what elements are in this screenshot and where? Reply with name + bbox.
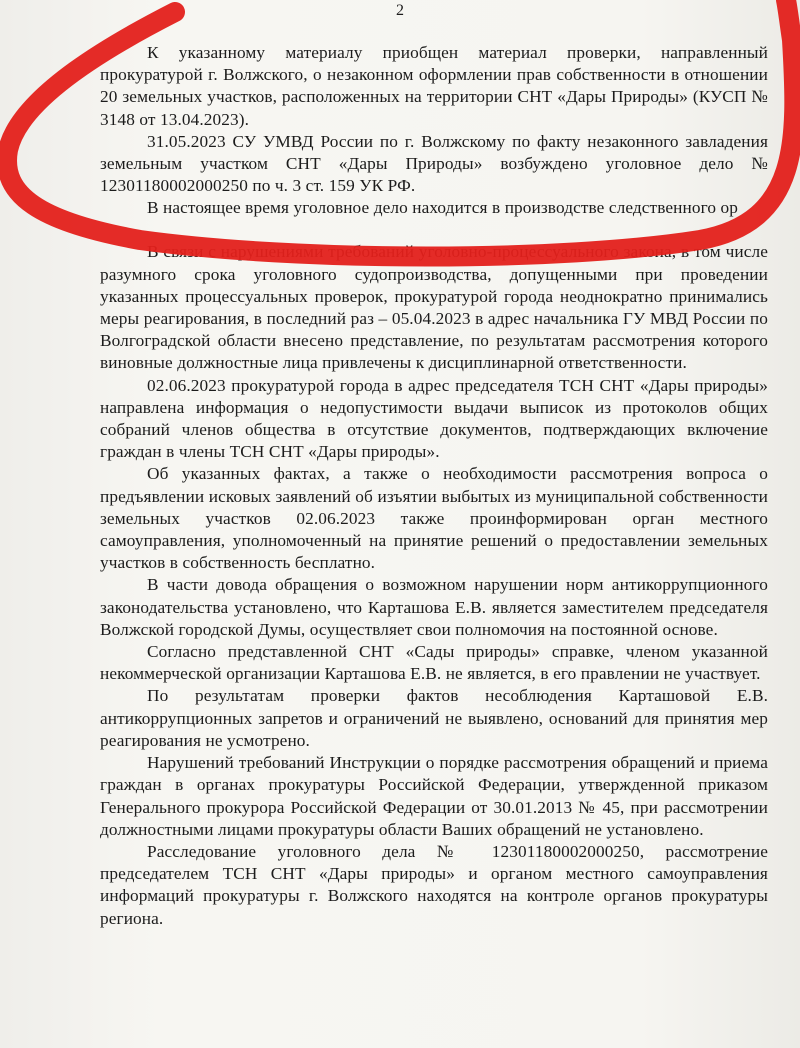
paragraph-no-violations-found: По результатам проверки фактов несоблюдения Карташовой Е.В. антикоррупционных запретов и ограничений не выявлено, оснований для принятия мер реагирования не усмотрено. — [100, 686, 768, 750]
paragraph-kusp-material: К указанному материалу приобщен материал проверки, направленный прокуратурой г. Волжского, о незаконном оформлении прав собственности в отношении 20 земельных участков, расположенных на территории СНТ «Дары Природы» (КУСП № 3148 от 13.04.2023). — [100, 43, 768, 129]
paragraph-response-measures: В связи с нарушениями требований уголовно-процессуального закона, в том числе разумного срока уголовного судопроизводства, допущенными при проведении указанных процессуальных проверок, прокуратурой города неоднократно принимались меры реагирования, в последний раз – 05.04.2023 в адрес начальника ГУ МВД России по Волгоградской области внесено представление, по результатам рассмотрения которого виновные должностные лица привлечены к дисциплинарной ответственности. — [100, 242, 768, 373]
paragraph-anticorruption: В части довода обращения о возможном нарушении норм антикоррупционного законодательства установлено, что Карташова Е.В. является заместителем председателя Волжской городской Думы, осуществляет свои полномочия на постоянной основе. — [100, 575, 768, 639]
paragraph-membership: Согласно представленной СНТ «Сады природы» справке, членом указанной некоммерческой организации Карташова Е.В. не является, в его правлении не участвует. — [100, 642, 768, 684]
paragraph-control: Расследование уголовного дела № 12301180002000250, рассмотрение председателем ТСН СНТ «Дары природы» и органом местного самоуправления информаций прокуратуры г. Волжского находятся на контроле органов прокуратуры региона. — [100, 841, 768, 928]
paragraph-criminal-case-opened: 31.05.2023 СУ УМВД России по г. Волжскому по факту незаконного завладения земельным участком СНТ «Дары Природы» возбуждено уголовное дело № 12301180002000250 по ч. 3 ст. 159 УК РФ. — [100, 131, 768, 196]
letter-body — [100, 42, 768, 930]
paragraph-case-in-progress: В настоящее время уголовное дело находится в производстве следственного ор — [147, 198, 738, 218]
page-number: 2 — [396, 2, 404, 19]
paragraph-chairman-information: 02.06.2023 прокуратурой города в адрес председателя ТСН СНТ «Дары природы» направлена информация о недопустимости выдачи выписок из протоколов общих собраний членов общества в отсутствие документов, подтверждающих включение граждан в члены ТСН СНТ «Дары природы». — [100, 375, 768, 462]
paragraph-local-government-informed: Об указанных фактах, а также о необходимости рассмотрения вопроса о предъявлении исковых заявлений об изъятии выбытых из муниципальной собственности земельных участков 02.06.2023 также проинформирован орган местного самоуправления, уполномоченный на принятие решений о предоставлении земельных участков в собственность бесплатно. — [100, 464, 768, 573]
paragraph-instruction-compliance: Нарушений требований Инструкции о порядке рассмотрения обращений и приема граждан в органах прокуратуры Российской Федерации, утвержденной приказом Генерального прокурора Российской Федерации от 30.01.2013 № 45, при рассмотрении должностными лицами прокуратуры области Ваших обращений не установлено. — [100, 753, 768, 839]
